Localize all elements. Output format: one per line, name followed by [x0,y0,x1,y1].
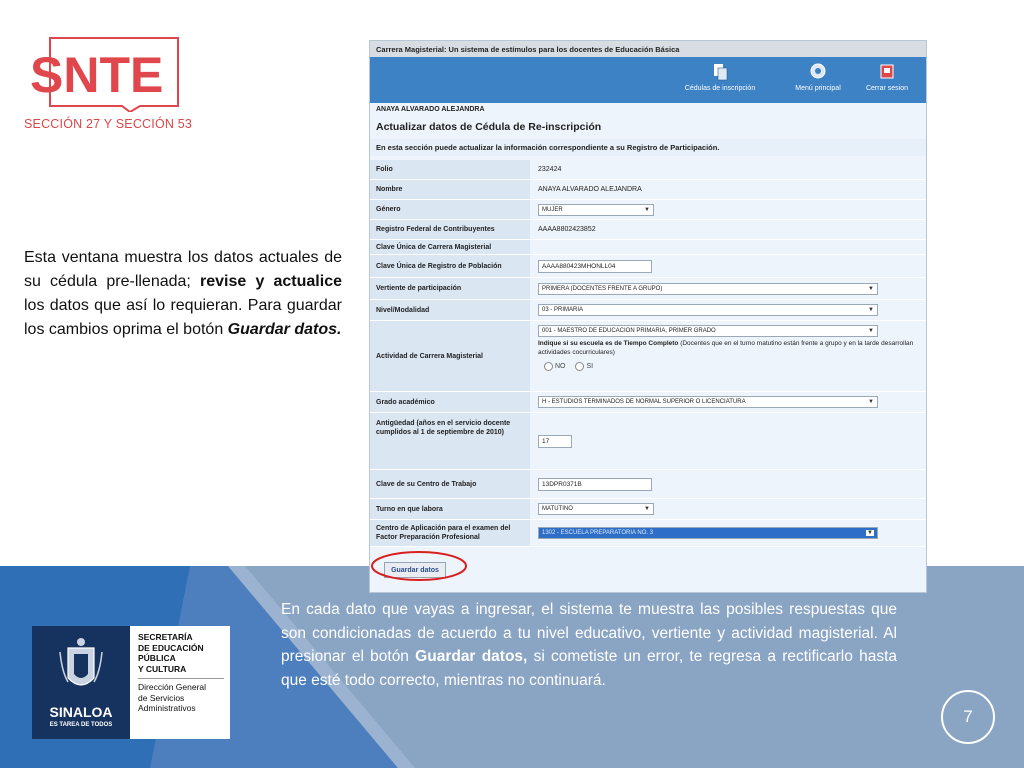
sinaloa-emblem-panel [32,626,130,739]
actividad-select[interactable] [538,325,878,337]
curp-input[interactable]: AAAA880423MHONLL04 [538,260,652,273]
sinaloa-logo [32,626,230,739]
dept-line-1: SECRETARÍA [138,632,193,642]
row-genero [370,200,926,220]
sinaloa-slogan: ES TAREA DE TODOS [49,722,113,728]
tiempo-completo-rest: (Docentes que en el turno matutino están frente a grupo y en la tarde desarrollan actividades cocurriculares) [538,340,914,356]
page-number: 7 [941,690,995,744]
nav-cedulas-label: Cédulas de inscripción [684,85,756,92]
chevron-down-icon: ▼ [644,506,650,512]
instruction-text-2: los datos que así lo requieran. Para guardar los cambios oprima el botón [24,297,342,338]
radio-no-circle [544,362,553,371]
nivel-select-value: 03 - PRIMARIA [542,307,584,313]
save-button[interactable]: Guardar datos [384,562,446,578]
page-heading: Actualizar datos de Cédula de Re-inscripción [376,121,602,133]
row-ct [370,470,926,499]
dept-line-4: Y CULTURA [138,663,187,674]
row-nombre [370,180,926,200]
radio-si-circle [575,362,584,371]
dept-line-3: PÚBLICA [138,653,176,663]
genero-select-value: MUJER [542,206,563,213]
centro-label: Centro de Aplicación para el examen del Factor Preparación Profesional [370,520,530,546]
row-grado [370,392,926,413]
folio-label: Folio [370,160,530,179]
antiguedad-input[interactable]: 17 [538,435,572,448]
grado-select[interactable] [538,396,878,408]
dept-divider [138,678,224,679]
chevron-down-icon: ▼ [868,328,874,334]
top-nav-bar [370,57,926,103]
row-nivel [370,300,926,321]
rfc-label: Registro Federal de Contribuyentes [370,220,530,239]
logout-icon [879,63,895,81]
row-actividad [370,321,926,392]
genero-select[interactable] [538,204,654,216]
window-title: Carrera Magisterial: Un sistema de estímulos para los docentes de Educación Básica [370,41,926,57]
nav-logout[interactable] [852,63,922,92]
nivel-select[interactable] [538,304,878,316]
chevron-down-icon: ▼ [868,307,874,313]
instruction-bold: revise y actualice [200,273,342,290]
chevron-down-icon: ▼ [868,399,874,405]
turno-label: Turno en que labora [370,499,530,519]
nivel-label: Nivel/Modalidad [370,300,530,320]
sinaloa-name: SINALOA [49,704,113,720]
curp-label: Clave Única de Registro de Población [370,255,530,277]
turno-select[interactable] [538,503,654,515]
chevron-down-icon: ▼ [867,530,873,536]
row-antiguedad [370,413,926,470]
home-icon [810,63,826,81]
user-name: ANAYA ALVARADO ALEJANDRA [370,103,926,119]
tiempo-completo-bold: Indique si su escuela es de Tiempo Completo [538,340,679,347]
instruction-bold-italic: Guardar datos. [227,321,342,338]
nav-menu-label: Menú principal [795,85,841,92]
explanation-paragraph [281,598,897,692]
chevron-down-icon: ▼ [644,206,650,213]
highlight-ellipse [369,548,481,584]
explanation-text-2: si cometiste un error, te regresa a rectificarlo hasta que esté todo correcto, mientras no continuará. [281,648,897,689]
nav-menu[interactable] [786,63,850,92]
radio-si[interactable] [575,362,593,371]
row-centro [370,520,926,547]
form-rows [370,160,926,547]
form-screenshot [369,40,927,593]
dept-line-6: de Servicios [138,692,185,703]
chevron-down-icon: ▼ [868,285,874,292]
centro-select[interactable] [538,527,878,539]
tiempo-completo-question [538,340,918,357]
row-folio [370,160,926,180]
vertiente-label: Vertiente de participación [370,278,530,299]
instruction-paragraph [24,246,342,342]
sinaloa-department [138,632,228,714]
ct-label: Clave de su Centro de Trabajo [370,470,530,498]
row-cucm [370,240,926,255]
explanation-bold: Guardar datos, [415,648,528,665]
snte-logo [28,34,184,112]
section-note: En esta sección puede actualizar la información correspondiente a su Registro de Participación. [370,139,926,156]
nombre-label: Nombre [370,180,530,199]
genero-label: Género [370,200,530,219]
grado-select-value: H - ESTUDIOS TERMINADOS DE NORMAL SUPERIOR O LICENCIATURA [542,399,746,405]
section-subtitle: SECCIÓN 27 Y SECCIÓN 53 [24,117,193,131]
snte-logo-text: SNTE [30,47,164,103]
dept-line-5: Dirección General [138,682,207,692]
radio-no[interactable] [544,362,566,371]
documents-icon [712,63,728,81]
turno-select-value: MATUTINO [542,506,573,512]
tiempo-completo-radios [538,362,918,373]
rfc-value: AAAA8802423852 [530,220,926,239]
actividad-select-value: 001 - MAESTRO DE EDUCACION PRIMARIA, PRIMER GRADO [542,328,716,334]
explanation-text-1: En cada dato que vayas a ingresar, el sistema te muestra las posibles respuestas que son condicionadas de acuerdo a tu nivel educativo, vertiente y actividad magisterial. Al presionar el botón [281,601,897,665]
row-curp [370,255,926,278]
vertiente-select-value: PRIMERA (DOCENTES FRENTE A GRUPO) [542,285,663,292]
instruction-text-1: Esta ventana muestra los datos actuales de su cédula pre-llenada; [24,249,342,290]
radio-no-label: NO [555,363,566,370]
row-turno [370,499,926,520]
sinaloa-coat-of-arms-icon [32,626,130,702]
cucm-label: Clave Única de Carrera Magisterial [370,240,530,254]
actividad-label: Actividad de Carrera Magisterial [370,321,530,391]
row-vertiente [370,278,926,300]
grado-label: Grado académico [370,392,530,412]
nombre-value: ANAYA ALVARADO ALEJANDRA [530,180,926,199]
vertiente-select[interactable] [538,283,878,295]
nav-cedulas[interactable] [670,63,770,92]
ct-input[interactable]: 13DPR0371B [538,478,652,491]
antiguedad-label: Antigüedad (años en el servicio docente cumplidos al 1 de septiembre de 2010) [370,413,530,469]
row-rfc [370,220,926,240]
centro-select-value: 1302 - ESCUELA PREPARATORIA NO. 3 [542,530,654,536]
radio-si-label: SI [586,363,594,370]
nav-logout-label: Cerrar sesion [865,85,908,92]
dept-line-2: DE EDUCACIÓN [138,642,204,653]
folio-value: 232424 [530,160,926,179]
dept-line-7: Administrativos [138,703,196,713]
